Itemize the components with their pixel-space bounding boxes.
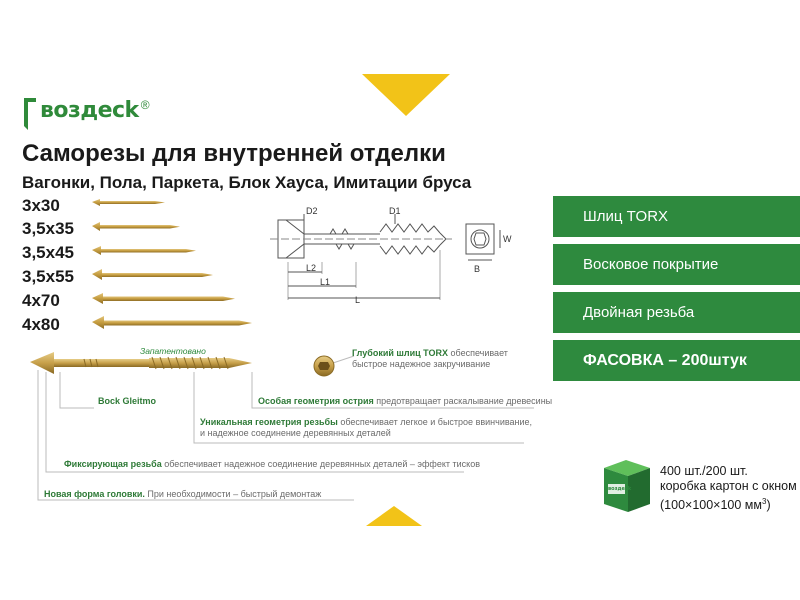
annotation-thread-line2: и надежное соединение деревянных деталей bbox=[200, 428, 391, 438]
screw-sizes-illustration bbox=[90, 198, 260, 338]
size-label: 3,5x35 bbox=[22, 219, 74, 238]
annotation-thread-text: обеспечивает легкое и быстрое ввинчивание, bbox=[337, 417, 533, 427]
logo-registered-mark: ® bbox=[140, 98, 150, 112]
screw-4x80 bbox=[92, 316, 252, 329]
annotation-tip-text: предотвращает раскалывание древесины bbox=[373, 396, 553, 406]
gleitmo-label: Bock Gleitmo bbox=[98, 396, 157, 406]
dim-d2-label: D2 bbox=[306, 206, 318, 216]
size-label: 3,5x45 bbox=[22, 243, 74, 262]
screw-3-5x55 bbox=[92, 269, 213, 280]
annotation-torx-bold: Глубокий шлиц TORX bbox=[352, 348, 449, 358]
packaging-dimensions-text: (100×100×100 мм bbox=[660, 498, 762, 513]
logo-mark-icon bbox=[22, 96, 38, 132]
annotation-fix-thread bbox=[64, 459, 480, 469]
packaging-type: коробка картон с окном bbox=[660, 479, 797, 493]
dim-w-label: W bbox=[503, 234, 512, 244]
dim-b-label: B bbox=[474, 264, 481, 274]
screw-3x30 bbox=[92, 199, 165, 206]
annotation-torx-text: обеспечивает bbox=[448, 348, 508, 358]
annotation-head bbox=[44, 489, 321, 499]
annotation-head-text: При необходимости – быстрый демонтаж bbox=[144, 489, 322, 499]
screw-4x70 bbox=[92, 293, 235, 304]
annotation-torx bbox=[352, 348, 508, 358]
dim-l1-label: L1 bbox=[320, 277, 331, 287]
packaging-info bbox=[660, 464, 797, 513]
feature-torx: Шлиц TORX bbox=[553, 196, 800, 237]
screw-3-5x35 bbox=[92, 222, 180, 231]
box-logo-text: воздeck bbox=[608, 486, 632, 492]
page-subtitle: Вагонки, Пола, Паркета, Блок Хауса, Имитации бруса bbox=[22, 173, 472, 192]
page-title: Саморезы для внутренней отделки bbox=[22, 140, 446, 167]
annotation-torx-line2: быстрое надежное закручивание bbox=[352, 359, 491, 369]
annotation-thread bbox=[200, 417, 532, 427]
packaging-quantity: 400 шт./200 шт. bbox=[660, 464, 748, 478]
packaging-dimensions-sup: 3 bbox=[762, 497, 767, 506]
feature-double-thread: Двойная резьба bbox=[553, 292, 800, 333]
dim-d1-label: D1 bbox=[389, 206, 401, 216]
annotation-head-bold: Новая форма головки. bbox=[44, 489, 145, 499]
feature-packaging: ФАСОВКА – 200штук bbox=[553, 340, 800, 381]
packaging-dimensions-end: ) bbox=[766, 498, 771, 513]
size-label: 3x30 bbox=[22, 196, 60, 215]
logo-text: воздeck bbox=[40, 98, 139, 123]
brand-logo bbox=[22, 96, 150, 136]
annotation-fix-bold: Фиксирующая резьба bbox=[64, 459, 162, 469]
dim-l2-label: L2 bbox=[306, 263, 317, 273]
screw-technical-drawing bbox=[270, 200, 530, 310]
screw-3-5x45 bbox=[92, 246, 196, 255]
annotation-thread-bold: Уникальная геометрия резьбы bbox=[200, 417, 338, 427]
yellow-triangle-top bbox=[362, 74, 450, 116]
size-label: 3,5x55 bbox=[22, 267, 74, 286]
size-label: 4x70 bbox=[22, 291, 60, 310]
annotation-tip-bold: Особая геометрия острия bbox=[258, 396, 374, 406]
feature-wax-coating: Восковое покрытие bbox=[553, 244, 800, 285]
dim-l-label: L bbox=[355, 295, 361, 305]
annotation-tip bbox=[258, 396, 552, 406]
packaging-dimensions bbox=[660, 494, 797, 513]
annotation-fix-text: обеспечивает надежное соединение деревянных деталей – эффект тисков bbox=[161, 459, 480, 469]
patent-label: Запатентовано bbox=[140, 346, 206, 356]
size-label: 4x80 bbox=[22, 315, 60, 334]
